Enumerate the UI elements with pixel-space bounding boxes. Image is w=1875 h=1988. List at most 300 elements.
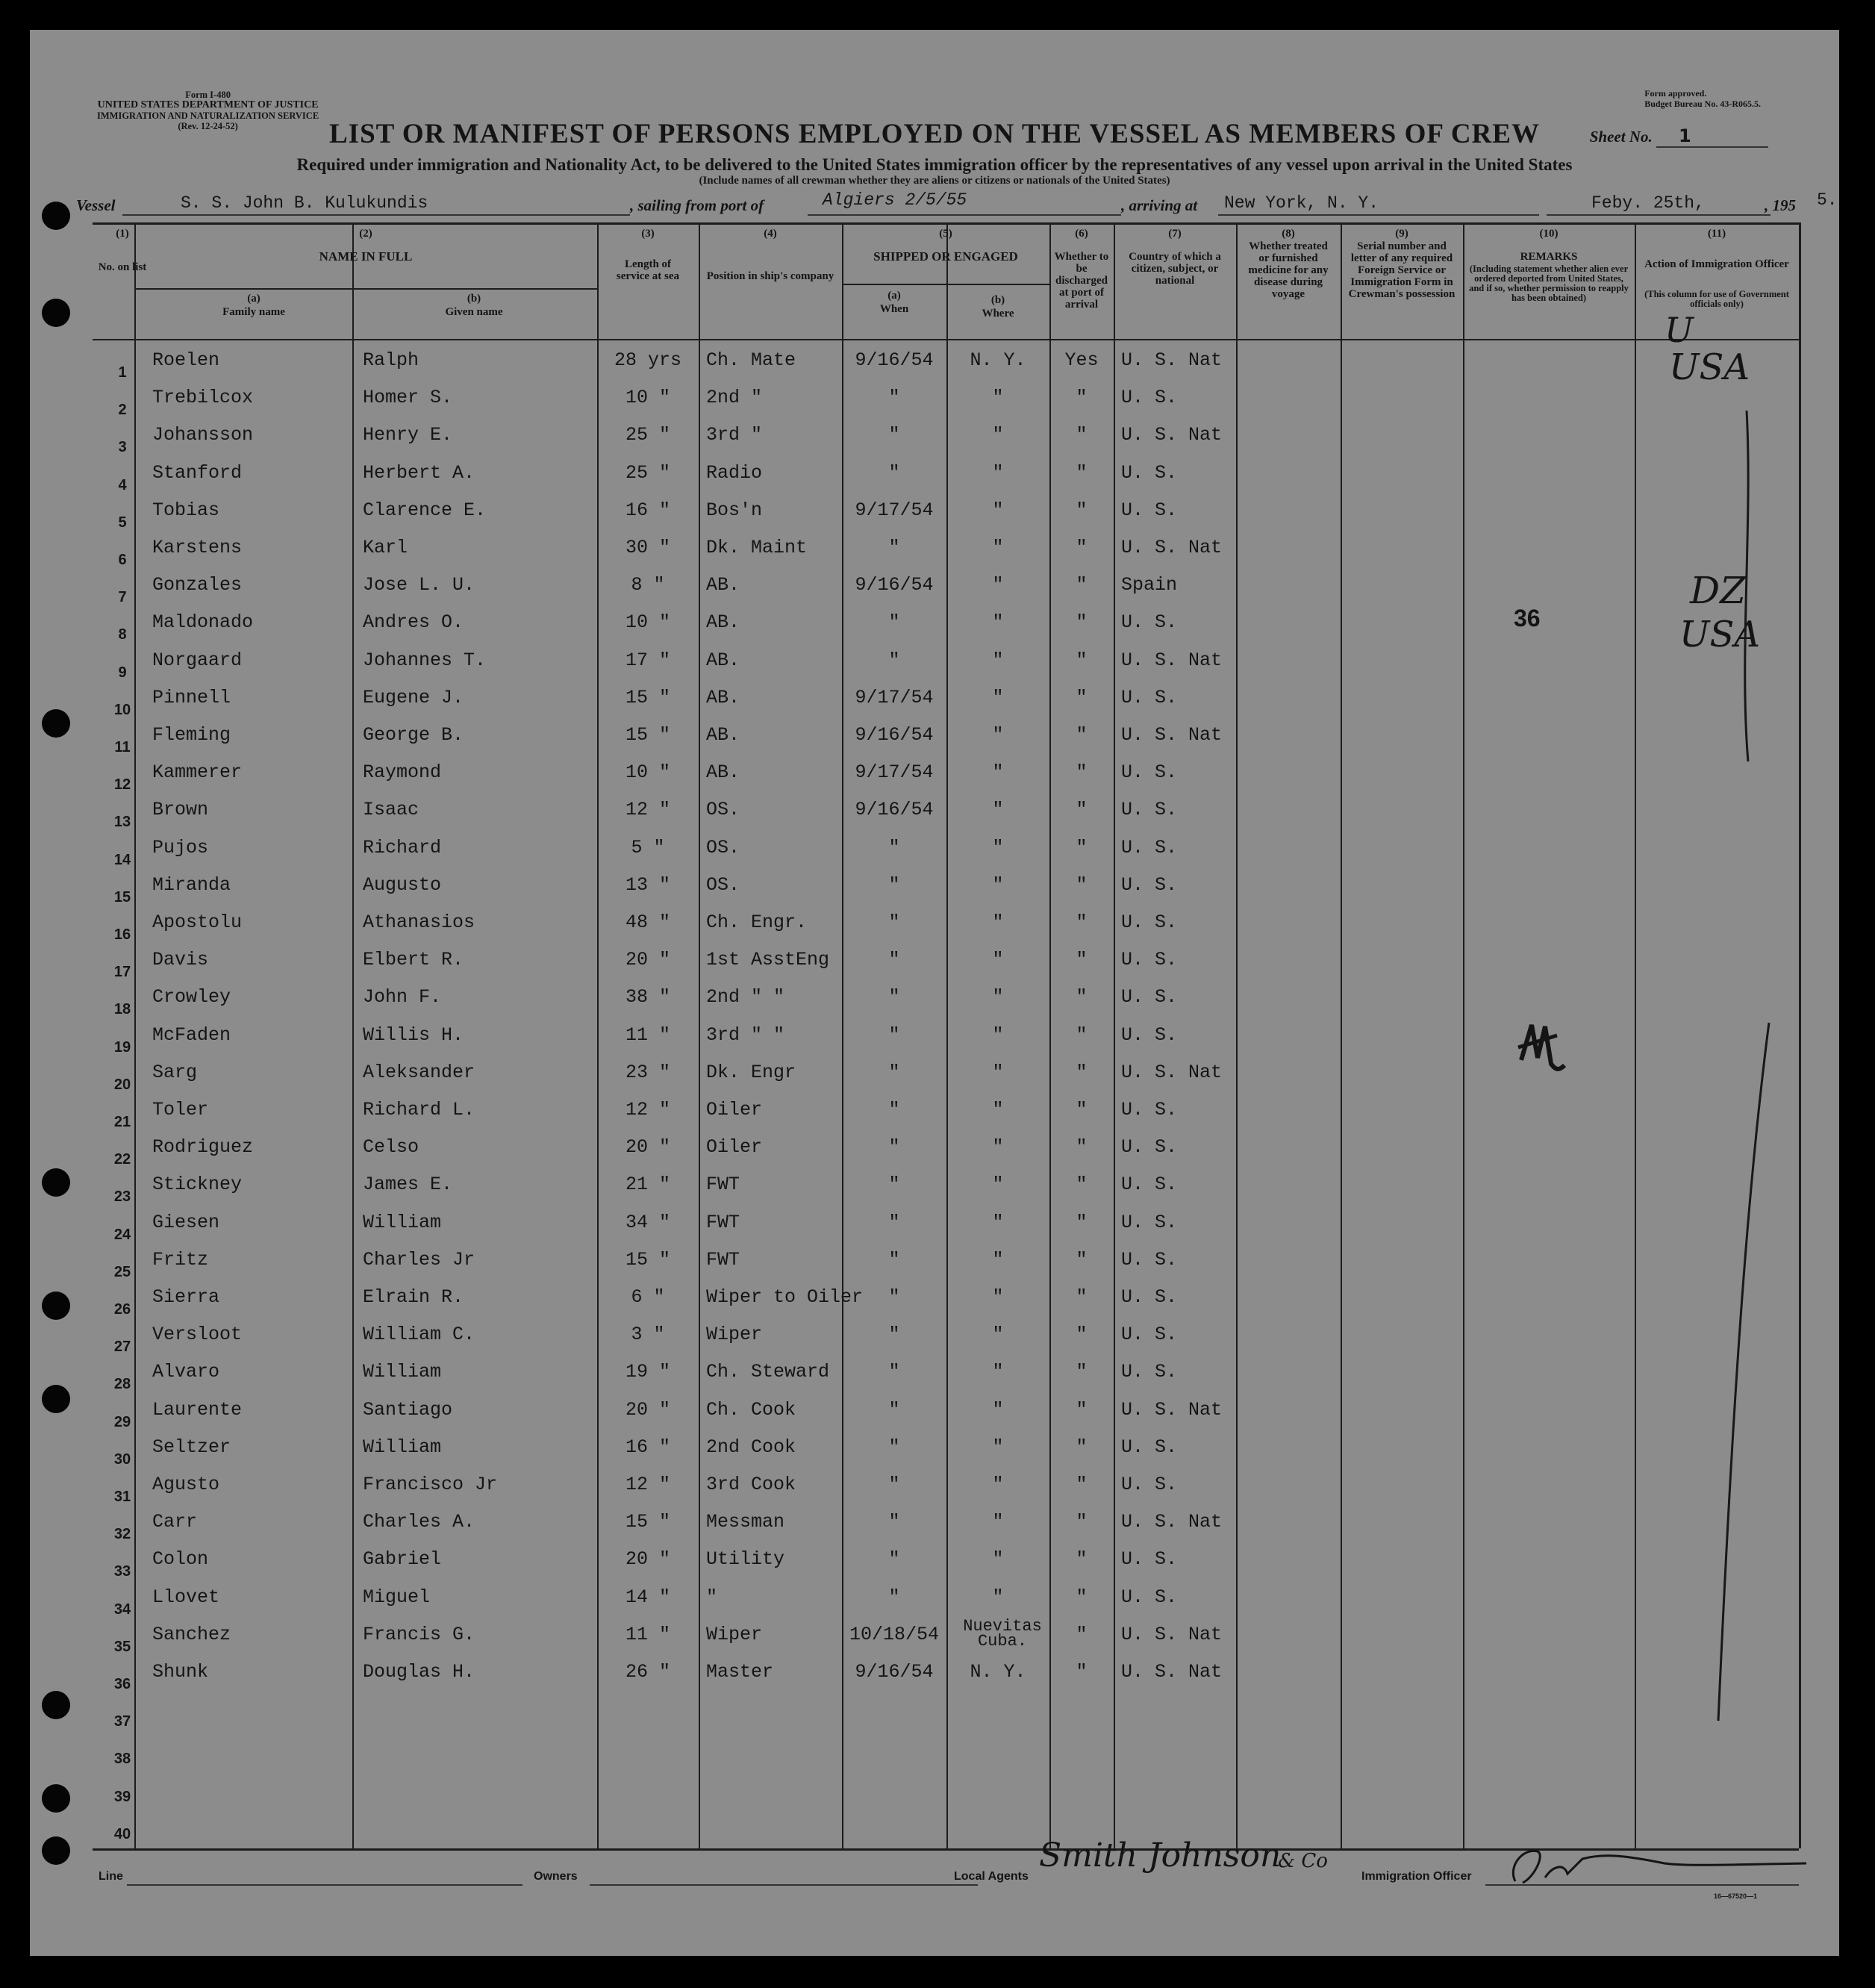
cell-where: " [992,1061,1004,1083]
column-divider [352,222,354,1848]
cell-discharged: " [1076,461,1088,484]
cell-service: 13 " [625,873,670,896]
cell-family: Tobias [152,499,220,521]
cell-when: " [888,1361,900,1383]
cell-position: AB. [706,724,740,746]
cell-given: Athanasios [363,912,475,933]
col2b-header: Given name [445,306,503,318]
cell-when: " [888,611,900,634]
cell-family: Alvaro [152,1361,220,1383]
cell-family: Roelen [152,349,220,371]
row-number: 26 [113,1301,131,1318]
col8-header: Whether treated or furnished medicine for any disease during voyage [1248,240,1329,300]
cell-position: Dk. Maint [706,537,808,558]
cell-service: 26 " [625,1661,670,1683]
cell-discharged: " [1076,686,1088,708]
cell-given: Miguel [363,1586,431,1608]
punch-hole [42,202,70,230]
cell-when: " [888,949,900,971]
cell-position: Ch. Mate [706,349,796,371]
footer-owners-label: Owners [534,1870,578,1883]
cell-given: Willis H. [363,1023,464,1046]
cell-country: U. S. Nat [1121,1623,1223,1645]
cell-country: U. S. [1121,1474,1178,1495]
row-number: 38 [113,1751,131,1768]
form-code: 16—67520—1 [1713,1892,1757,1900]
footer-line-label: Line [99,1870,123,1883]
cell-when: " [888,387,900,409]
cell-where: " [992,873,1004,896]
cell-position: AB. [706,611,740,634]
cell-discharged: " [1076,1248,1088,1271]
row-number: 14 [113,851,131,868]
table-right-border [1799,222,1801,1848]
sheet-label: Sheet No. [1589,128,1653,146]
cell-given: William [363,1211,442,1233]
cell-given: Isaac [363,799,419,821]
col3-header: Length of service at sea [616,258,680,282]
cell-discharged: " [1076,1398,1088,1421]
cell-service: 12 " [625,799,670,821]
cell-position: 3rd " [706,424,763,446]
row-number: 3 [118,439,127,456]
row-number: 18 [113,1001,131,1018]
col5b-header: Where [982,308,1014,320]
cell-country: U. S. [1121,761,1178,784]
cell-given: Charles A. [363,1511,475,1533]
cell-service: 15 " [625,1248,670,1271]
cell-family: Miranda [152,873,231,896]
sheet-number [1590,125,1768,148]
cell-discharged: " [1076,537,1088,558]
cell-given: Karl [363,537,408,558]
cell-family: Norgaard [152,649,243,671]
cell-country: U. S. Nat [1121,1661,1223,1683]
cell-discharged: " [1076,1174,1088,1196]
cell-where: " [992,1099,1004,1121]
row-number: 11 [114,739,131,755]
col10-subheader: (Including statement whether alien ever ordered deported from United States, and if so, whether permission to reapply has been obtained) [1469,264,1629,303]
cell-family: Johansson [152,424,254,446]
cell-country: U. S. Nat [1121,1061,1223,1083]
cell-given: Santiago [363,1398,453,1421]
cell-family: Sanchez [152,1623,231,1645]
cell-when: 9/17/54 [855,499,934,521]
row-number: 29 [113,1413,131,1430]
cell-when: " [888,1398,900,1421]
punch-hole [42,1385,70,1413]
vessel-label: Vessel [76,196,116,214]
cell-position: Wiper to Oiler [706,1286,864,1308]
cell-where: " [992,1248,1004,1271]
cell-discharged: " [1076,1474,1088,1495]
cell-position: 2nd " [706,387,763,409]
cell-service: 38 " [625,986,670,1009]
cell-given: Elbert R. [363,949,464,971]
cell-discharged: " [1076,761,1088,784]
cell-where: " [992,1361,1004,1383]
officer-signature [1493,1836,1821,1896]
cell-when: " [888,836,900,859]
cell-service: 25 " [625,424,670,446]
cell-given: Elrain R. [363,1286,464,1308]
cell-position: 2nd Cook [706,1436,796,1458]
cell-when: " [888,1586,900,1608]
cell-position: AB. [706,574,740,596]
cell-where: N. Y. [970,1661,1026,1683]
cell-discharged: " [1076,912,1088,933]
cell-country: U. S. [1121,686,1178,708]
cell-discharged: " [1076,499,1088,521]
cell-position: Utility [706,1548,785,1571]
cell-service: 11 " [625,1623,670,1645]
cell-where: " [992,836,1004,859]
cell-given: William [363,1436,442,1458]
page-title: LIST OR MANIFEST OF PERSONS EMPLOYED ON THE VESSEL AS MEMBERS OF CREW [329,119,1540,149]
cell-country: U. S. [1121,1286,1178,1308]
cell-position: OS. [706,799,740,821]
cell-position: FWT [706,1211,740,1233]
cell-position: AB. [706,649,740,671]
row-number: 24 [113,1226,131,1243]
cell-family: Maldonado [152,611,254,634]
cell-service: 20 " [625,949,670,971]
cell-country: U. S. [1121,799,1178,821]
cell-family: Toler [152,1099,209,1121]
col5-header: SHIPPED OR ENGAGED [873,249,1018,264]
cell-country: U. S. [1121,836,1178,859]
cell-when: " [888,1211,900,1233]
cell-discharged: " [1076,387,1088,409]
row-number: 13 [113,814,131,831]
cell-country: U. S. [1121,1324,1178,1346]
handwritten-action-mark: U [1665,310,1694,350]
cell-service: 23 " [625,1061,670,1083]
cell-when: " [888,1023,900,1046]
cell-country: U. S. Nat [1121,724,1223,746]
row-number: 37 [113,1713,131,1730]
cell-family: Crowley [152,986,231,1009]
budget-number: Budget Bureau No. 43-R065.5. [1644,99,1761,109]
cell-discharged: " [1076,1324,1088,1346]
cell-where: " [992,1023,1004,1046]
page-subtitle: Required under immigration and Nationality Act, to be delivered to the United States immigration officer by the representatives of any vessel upon arrival in the United States [296,155,1573,174]
col10-header: REMARKS [1520,251,1578,263]
cell-discharged: Yes [1064,349,1099,371]
row-number: 4 [118,476,127,493]
cell-discharged: " [1076,799,1088,821]
row-number: 1 [118,364,127,381]
cell-country: U. S. [1121,1023,1178,1046]
cell-family: Agusto [152,1474,220,1495]
cell-where: " [992,649,1004,671]
cell-given: James E. [363,1174,453,1196]
cell-when: " [888,1136,900,1159]
arriving-label: , arriving at [1121,196,1198,214]
cell-position: 1st AsstEng [706,949,830,971]
cell-service: 6 " [631,1286,665,1308]
cell-family: Colon [152,1548,209,1571]
cell-service: 20 " [625,1548,670,1571]
year-suffix: 5. [1817,190,1838,210]
service-name: IMMIGRATION AND NATURALIZATION SERVICE [97,110,319,121]
cell-discharged: " [1076,873,1088,896]
col2b-number: (b) [467,293,481,305]
cell-position: AB. [706,686,740,708]
punch-hole [42,1784,70,1813]
cell-when: 9/16/54 [855,724,934,746]
cell-family: Pujos [152,836,209,859]
cell-family: Sierra [152,1286,220,1308]
col5a-number: (a) [887,290,901,302]
cell-country: U. S. [1121,461,1178,484]
cell-service: 10 " [625,611,670,634]
cell-position: 2nd " " [706,986,785,1009]
row-number: 2 [118,402,127,419]
cell-discharged: " [1076,1586,1088,1608]
cell-when: 9/16/54 [855,799,934,821]
column-divider [1114,222,1115,1848]
cell-family: Llovet [152,1586,220,1608]
cell-given: Richard [363,836,442,859]
cell-where: " [992,799,1004,821]
cell-given: Francis G. [363,1623,475,1645]
col6-number: (6) [1075,228,1088,240]
cell-country: U. S. [1121,1248,1178,1271]
cell-where: " [992,724,1004,746]
cell-given: Richard L. [363,1099,475,1121]
cell-when: " [888,873,900,896]
agents-signature: Smith Johnson [1039,1836,1282,1875]
cell-country: U. S. [1121,912,1178,933]
cell-given: Francisco Jr [363,1474,498,1495]
column-divider [699,222,700,1848]
cell-country: U. S. [1121,949,1178,971]
cell-service: 15 " [625,686,670,708]
col11-subheader: (This column for use of Government officials only) [1644,289,1789,309]
cell-when: 9/16/54 [855,1661,934,1683]
cell-family: Rodriguez [152,1136,254,1159]
cell-country: U. S. Nat [1121,424,1223,446]
cell-service: 16 " [625,499,670,521]
cell-where: " [992,387,1004,409]
cell-when: " [888,424,900,446]
cell-service: 11 " [625,1023,670,1046]
cell-discharged: " [1076,1436,1088,1458]
cell-discharged: " [1076,1511,1088,1533]
cell-family: Sarg [152,1061,198,1083]
cell-position: 3rd Cook [706,1474,796,1495]
cell-service: 15 " [625,1511,670,1533]
cell-given: Herbert A. [363,461,475,484]
cell-where: " [992,912,1004,933]
cell-position: Bos'n [706,499,763,521]
cell-discharged: " [1076,1548,1088,1571]
cell-family: Kammerer [152,761,243,784]
cell-when: " [888,1061,900,1083]
cell-family: Karstens [152,537,243,558]
cell-country: U. S. [1121,986,1178,1009]
handwritten-action-usa: USA [1679,614,1760,655]
cell-given: George B. [363,724,464,746]
cell-given: Douglas H. [363,1661,475,1683]
cell-service: 21 " [625,1174,670,1196]
cell-where: " [992,1586,1004,1608]
cell-when: 10/18/54 [849,1623,940,1645]
cell-discharged: " [1076,836,1088,859]
row-number: 40 [113,1825,131,1842]
cell-position: Wiper [706,1623,763,1645]
sheet-value: 1 [1656,125,1768,148]
col3-number: (3) [641,228,655,240]
row-number: 17 [113,964,131,981]
cell-where: " [992,1286,1004,1308]
row-number: 7 [118,589,127,606]
cell-where: " [992,949,1004,971]
cell-service: 17 " [625,649,670,671]
cell-service: 10 " [625,761,670,784]
cell-when: " [888,1548,900,1571]
cell-family: Fritz [152,1248,209,1271]
cell-family: Laurente [152,1398,243,1421]
row-number: 28 [113,1376,131,1393]
cell-discharged: " [1076,649,1088,671]
cell-where: " [992,499,1004,521]
punch-hole [42,1168,70,1197]
cell-where: " [992,761,1004,784]
cell-position: FWT [706,1174,740,1196]
cell-position: Radio [706,461,763,484]
col9-header: Serial number and letter of any required Foreign Service or Immigration Form in Crewman's possession [1348,240,1456,300]
row-number: 16 [113,926,131,943]
cell-family: Pinnell [152,686,231,708]
cell-family: Gonzales [152,574,243,596]
row-number: 6 [118,552,127,568]
row-number: 5 [118,514,127,531]
cell-position: 3rd " " [706,1023,785,1046]
row-number: 39 [113,1788,131,1805]
approval-text: Form approved. [1644,88,1707,99]
cell-when: 9/17/54 [855,686,934,708]
cell-where: " [992,1474,1004,1495]
cell-country: U. S. [1121,1136,1178,1159]
cell-position: " [706,1586,718,1608]
row-number: 34 [113,1601,131,1618]
cell-discharged: " [1076,1623,1088,1645]
cell-given: Augusto [363,873,442,896]
cell-given: Andres O. [363,611,464,634]
col9-number: (9) [1395,228,1408,240]
cell-family: Versloot [152,1324,243,1346]
cell-discharged: " [1076,1136,1088,1159]
cell-service: 20 " [625,1398,670,1421]
cell-when: " [888,649,900,671]
column-divider [1341,222,1342,1848]
cell-where: " [992,1548,1004,1571]
cell-family: McFaden [152,1023,231,1046]
cell-position: Ch. Steward [706,1361,830,1383]
cell-where: " [992,1398,1004,1421]
cell-country: Spain [1121,574,1178,596]
cell-position: Oiler [706,1099,763,1121]
cell-discharged: " [1076,1023,1088,1046]
cell-family: Apostolu [152,912,243,933]
cell-position: OS. [706,836,740,859]
instruction-note: (Include names of all crewman whether they are aliens or citizens or nationals of the United States) [699,175,1170,187]
cell-family: Carr [152,1511,198,1533]
cell-service: 12 " [625,1474,670,1495]
cell-when: " [888,1174,900,1196]
col5-number: (5) [939,228,952,240]
cell-position: Dk. Engr [706,1061,796,1083]
cell-country: U. S. [1121,499,1178,521]
cell-service: 5 " [631,836,665,859]
cell-given: Clarence E. [363,499,487,521]
cell-position: FWT [706,1248,740,1271]
punch-hole [42,1291,70,1320]
year-prefix: , 195 [1765,196,1796,214]
cell-discharged: " [1076,1286,1088,1308]
cell-country: U. S. [1121,1211,1178,1233]
row-number: 33 [113,1563,131,1580]
row-number: 9 [118,664,127,681]
cell-service: 12 " [625,1099,670,1121]
col2-number: (2) [359,228,372,240]
column-divider [1236,222,1238,1848]
cell-discharged: " [1076,424,1088,446]
handwritten-action-usa: USA [1669,346,1750,388]
cell-discharged: " [1076,986,1088,1009]
cell-when: 9/16/54 [855,574,934,596]
cell-when: " [888,1436,900,1458]
cell-service: 28 yrs [614,349,681,371]
cell-when: " [888,1248,900,1271]
cell-service: 30 " [625,537,670,558]
cell-when: " [888,986,900,1009]
cell-where: N. Y. [970,349,1026,371]
cell-where: " [992,1174,1004,1196]
cell-discharged: " [1076,724,1088,746]
cell-family: Giesen [152,1211,220,1233]
column-divider [1463,222,1464,1848]
cell-family: Trebilcox [152,387,254,409]
arrival-port: New York, N. Y. [1224,193,1379,213]
row-number: 27 [113,1339,131,1356]
cell-given: John F. [363,986,442,1009]
col4-header: Position in ship's company [706,270,834,282]
cell-country: U. S. [1121,1099,1178,1121]
agents-signature-suffix: & Co [1278,1850,1328,1872]
vessel-name: S. S. John B. Kulukundis [181,193,428,213]
cell-service: 19 " [625,1361,670,1383]
row-number: 12 [113,776,131,794]
row-number: 15 [113,888,131,906]
cell-given: William C. [363,1324,475,1346]
col10-number: (10) [1539,228,1559,240]
action-column-strokes [1635,373,1799,1829]
row-number: 36 [113,1676,131,1692]
col7-header: Country of which a citizen, subject, or national [1129,251,1221,287]
cell-discharged: " [1076,611,1088,634]
cell-when: " [888,1324,900,1346]
manifest-sheet [30,30,1839,1956]
arrival-date: Feby. 25th, [1591,193,1705,213]
row-number: 31 [113,1489,131,1505]
punch-hole [42,299,70,327]
cell-where: " [992,461,1004,484]
cell-position: Ch. Engr. [706,912,808,933]
handwritten-action-dz: DZ [1690,569,1746,612]
